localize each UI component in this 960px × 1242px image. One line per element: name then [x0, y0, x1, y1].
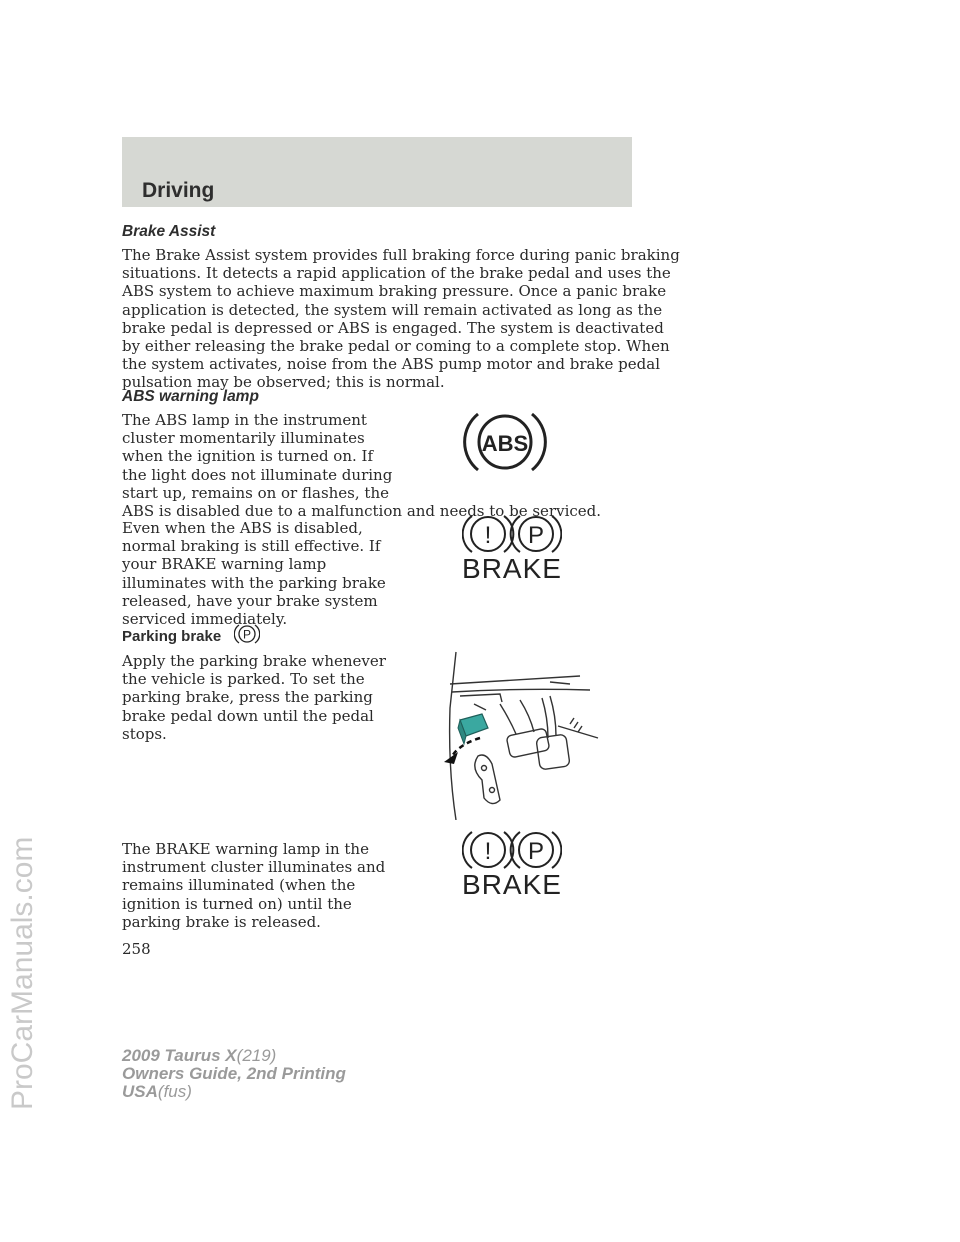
- brake-icon-label: BRAKE: [462, 553, 562, 582]
- brake-warning-icon: [462, 512, 562, 582]
- parking-brake-symbol-icon: [234, 622, 260, 646]
- parking-symbol-p: P: [242, 627, 252, 642]
- brake-warning-icon-2: [462, 828, 562, 898]
- abs-warning-icon: [460, 408, 550, 476]
- brake-icon-p: P: [527, 522, 545, 549]
- page-number: 258: [122, 940, 151, 958]
- parking-brake-heading: Parking brake: [122, 628, 222, 645]
- watermark: ProCarManuals.com: [6, 836, 39, 1110]
- parking-brake-paragraph: Apply the parking brake whenever the vehicle is parked. To set the parking brake, press the parking brake pedal down until the pedal stops.: [122, 652, 386, 743]
- abs-lamp-paragraph: The ABS lamp in the instrument cluster momentarily illuminates when the ignition is turned on. If the light does not illuminate during start up, remains on or flashes, the ABS is disabled due to a malfunction and needs to be serviced.: [122, 411, 602, 521]
- brake-icon-label: BRAKE: [462, 869, 562, 898]
- footer-print-info: 2009 Taurus X(219) Owners Guide, 2nd Printing USA(fus): [122, 1046, 346, 1101]
- brake-icon-exclaim: !: [484, 838, 492, 865]
- section-title: Driving: [142, 179, 215, 202]
- abs-icon-label: ABS: [481, 431, 529, 456]
- brake-assist-heading: Brake Assist: [122, 223, 216, 240]
- abs-lamp-heading: ABS warning lamp: [122, 388, 259, 405]
- parking-brake-pedal-illustration: [430, 648, 600, 820]
- brake-assist-paragraph: The Brake Assist system provides full braking force during panic braking situations. It detects a rapid application of the brake pedal and uses the ABS system to achieve maximum braking pressure. Once a panic brake application is detected, the system will remain activated as long as the brake pedal is depressed or ABS is engaged. The system is deactivated by either releasing the brake pedal or coming to a complete stop. When the system activates, noise from the ABS pump motor and brake pedal pulsation may be observed; this is normal.: [122, 246, 680, 392]
- brake-icon-exclaim: !: [484, 522, 492, 549]
- brake-lamp-paragraph: The BRAKE warning lamp in the instrument cluster illuminates and remains illuminated (when the ignition is turned on) until the parking brake is released.: [122, 840, 386, 931]
- abs-disabled-paragraph: Even when the ABS is disabled, normal braking is still effective. If your BRAKE warning lamp illuminates with the parking brake released, have your brake system serviced immediately.: [122, 519, 386, 629]
- section-header-band: [122, 137, 632, 207]
- brake-icon-p: P: [527, 838, 545, 865]
